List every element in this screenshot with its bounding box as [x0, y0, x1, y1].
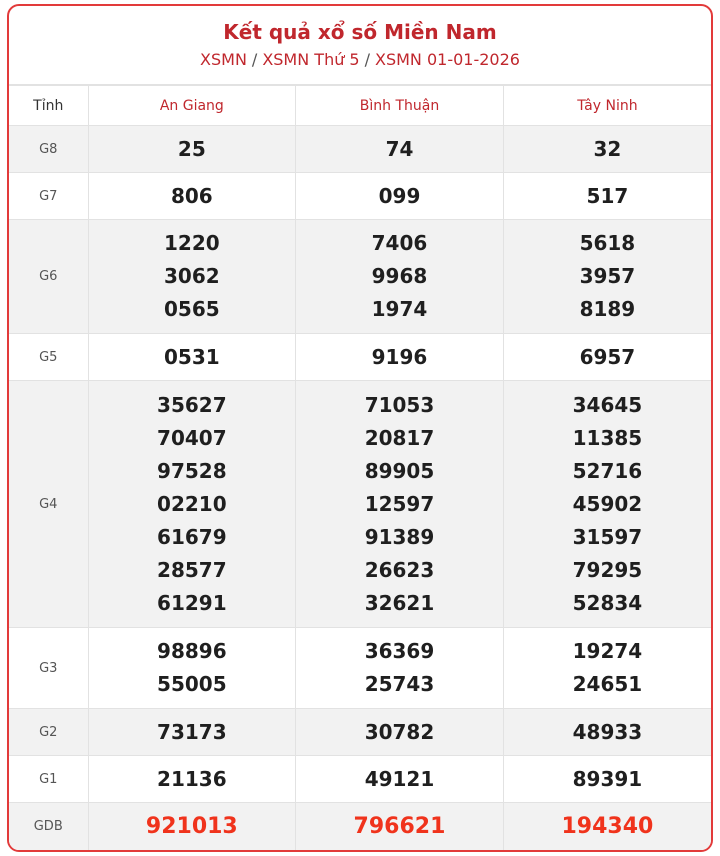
prize-number: 7406	[371, 231, 428, 255]
prize-label: G1	[9, 756, 88, 803]
prize-label: G3	[9, 628, 88, 709]
prize-rows	[9, 126, 711, 851]
prize-number: 6957	[579, 344, 636, 369]
prize-cell	[296, 709, 504, 756]
prize-row	[9, 220, 711, 334]
prize-number: 9196	[371, 344, 428, 369]
prize-number: 89391	[572, 766, 643, 791]
prize-number: 35627	[157, 392, 227, 417]
prize-number: 71053	[364, 392, 435, 417]
prize-number: 25	[177, 136, 206, 161]
prize-number: 79295	[572, 557, 643, 582]
results-card	[7, 4, 713, 852]
prize-cell	[88, 334, 296, 381]
prize-number: 099	[378, 183, 421, 208]
prize-cell	[503, 381, 711, 628]
table-header-row	[9, 86, 711, 126]
breadcrumb-link-xsmn[interactable]: XSMN	[200, 50, 247, 69]
special-prize-number: 921013	[145, 814, 238, 839]
prize-number: 24651	[572, 672, 643, 696]
prize-cell	[296, 173, 504, 220]
prize-number: 55005	[157, 672, 227, 696]
prize-row	[9, 756, 711, 803]
prize-cell	[503, 220, 711, 334]
prize-number: 36369	[364, 639, 435, 663]
prize-cell	[88, 220, 296, 334]
results-header	[9, 6, 711, 85]
prize-label: G4	[9, 381, 88, 628]
prize-number: 1220	[163, 231, 220, 255]
prize-number: 31597	[572, 524, 643, 549]
prize-cell	[296, 220, 504, 334]
breadcrumb-link-weekday[interactable]: XSMN Thứ 5	[262, 50, 360, 69]
prize-number: 52716	[572, 458, 643, 483]
prize-label: G6	[9, 220, 88, 334]
prize-number: 32621	[364, 590, 435, 615]
page-title: Kết quả xổ số Miền Nam	[223, 20, 497, 44]
prize-cell	[88, 126, 296, 173]
prize-number: 61291	[157, 590, 227, 615]
prize-number: 28577	[157, 557, 227, 582]
prize-number: 8189	[579, 297, 636, 321]
prize-cell	[296, 126, 504, 173]
prize-number: 12597	[364, 491, 435, 516]
prize-number: 49121	[364, 766, 435, 791]
prize-label: GDB	[9, 803, 88, 851]
prize-number: 517	[586, 183, 629, 208]
prize-cell	[503, 126, 711, 173]
prize-number: 45902	[572, 491, 643, 516]
prize-cell	[503, 173, 711, 220]
prize-cell	[88, 173, 296, 220]
prize-cell	[88, 803, 296, 851]
breadcrumb-link-date[interactable]: XSMN 01-01-2026	[375, 50, 520, 69]
prize-number: 0531	[163, 344, 220, 369]
province-name[interactable]: An Giang	[88, 86, 296, 126]
prize-number: 806	[170, 183, 213, 208]
prize-cell	[503, 628, 711, 709]
prize-cell	[88, 709, 296, 756]
prize-cell	[296, 803, 504, 851]
prize-number: 91389	[364, 524, 435, 549]
prize-row	[9, 126, 711, 173]
prize-number: 52834	[572, 590, 643, 615]
prize-cell	[503, 334, 711, 381]
prize-label: G7	[9, 173, 88, 220]
prize-cell	[296, 756, 504, 803]
special-prize-number: 796621	[353, 814, 446, 839]
prize-label: G5	[9, 334, 88, 381]
prize-number: 25743	[364, 672, 435, 696]
prize-cell	[88, 756, 296, 803]
prize-row	[9, 381, 711, 628]
prize-cell	[88, 628, 296, 709]
prize-number: 1974	[371, 297, 428, 321]
prize-row	[9, 709, 711, 756]
prize-row	[9, 628, 711, 709]
special-prize-number: 194340	[561, 814, 654, 839]
breadcrumb-separator: /	[251, 50, 258, 69]
prize-row	[9, 803, 711, 851]
prize-label: G8	[9, 126, 88, 173]
prize-number: 32	[593, 136, 622, 161]
prize-label: G2	[9, 709, 88, 756]
results-table	[9, 85, 711, 851]
prize-row	[9, 173, 711, 220]
province-column-header: Tỉnh	[9, 86, 88, 126]
prize-number: 30782	[364, 719, 435, 744]
prize-number: 74	[385, 136, 414, 161]
prize-number: 26623	[364, 557, 435, 582]
breadcrumb-separator: /	[364, 50, 370, 69]
prize-number: 89905	[364, 458, 435, 483]
prize-cell	[296, 628, 504, 709]
prize-cell	[296, 334, 504, 381]
prize-number: 48933	[572, 719, 643, 744]
prize-number: 19274	[572, 639, 643, 663]
prize-cell	[503, 709, 711, 756]
prize-number: 9968	[371, 264, 428, 288]
prize-cell	[88, 381, 296, 628]
province-name[interactable]: Bình Thuận	[296, 86, 504, 126]
province-name[interactable]: Tây Ninh	[503, 86, 711, 126]
prize-number: 61679	[157, 524, 227, 549]
prize-number: 73173	[157, 719, 227, 744]
prize-number: 3062	[163, 264, 220, 288]
prize-number: 02210	[157, 491, 227, 516]
prize-number: 3957	[579, 264, 636, 288]
prize-number: 97528	[157, 458, 227, 483]
prize-number: 98896	[157, 639, 227, 663]
prize-number: 5618	[579, 231, 636, 255]
prize-cell	[503, 803, 711, 851]
prize-number: 0565	[163, 297, 220, 321]
prize-number: 11385	[572, 425, 643, 450]
breadcrumb	[9, 50, 711, 69]
prize-number: 70407	[157, 425, 227, 450]
prize-number: 21136	[157, 766, 227, 791]
prize-number: 34645	[572, 392, 643, 417]
prize-row	[9, 334, 711, 381]
prize-cell	[296, 381, 504, 628]
prize-cell	[503, 756, 711, 803]
prize-number: 20817	[364, 425, 435, 450]
